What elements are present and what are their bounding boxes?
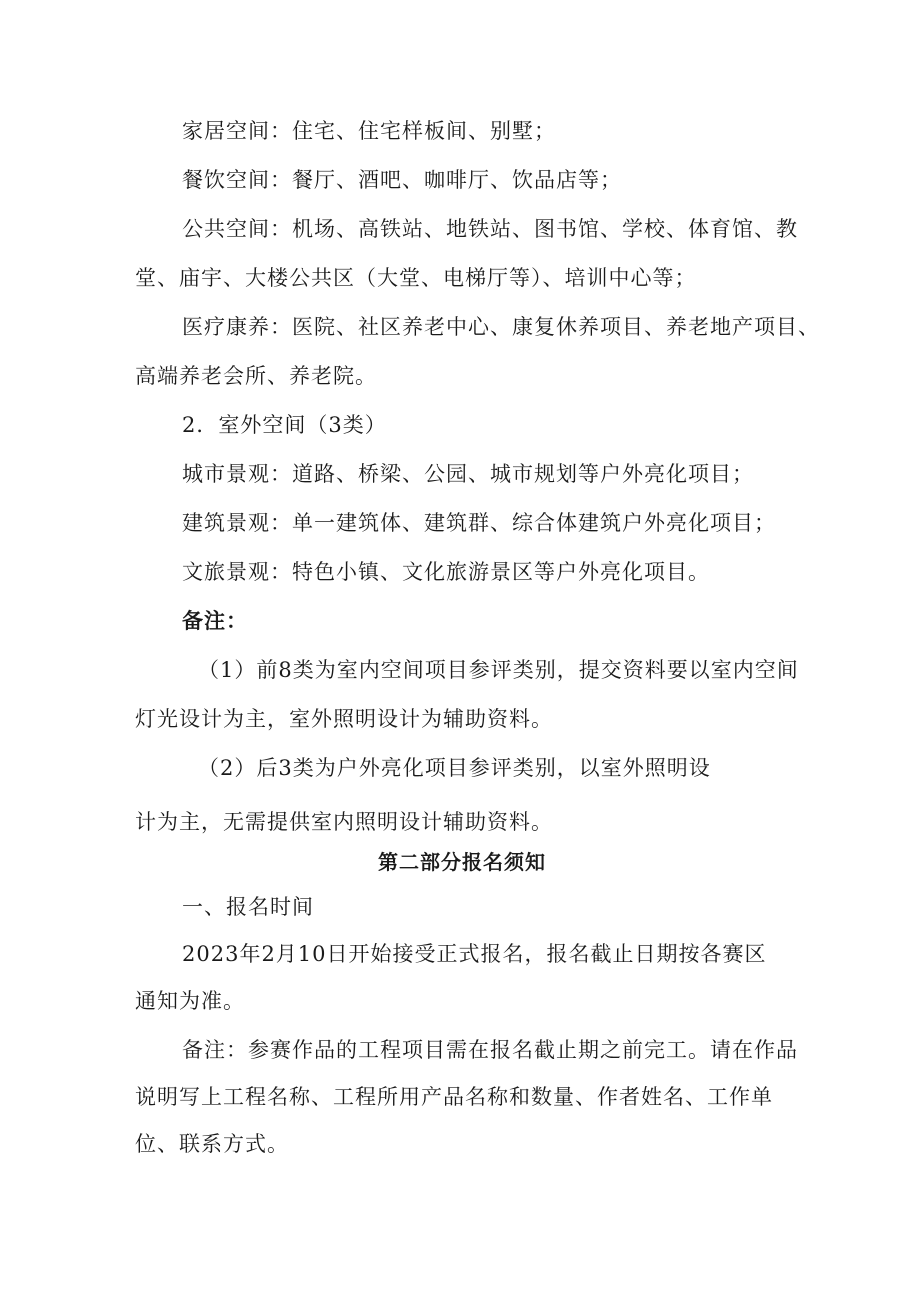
text-line-dining-space: 餐饮空间：餐厅、酒吧、咖啡厅、饮品店等； (182, 168, 622, 192)
text-line-registration-date-cont: 通知为准。 (135, 989, 245, 1013)
text-line-note-cont: 说明写上工程名称、工程所用产品名称和数量、作者姓名、工作单 (135, 1085, 773, 1109)
part-two-title: 第二部分报名须知 (378, 850, 546, 874)
text-line-public-space-cont: 堂、庙宇、大楼公共区（大堂、电梯厅等）、培训中心等； (135, 266, 697, 290)
text-line-healthcare-cont: 高端养老会所、养老院。 (135, 364, 377, 388)
text-line-cultural-landscape: 文旅景观：特色小镇、文化旅游景区等户外亮化项目。 (182, 560, 710, 584)
text-line-urban-landscape: 城市景观：道路、桥梁、公园、城市规划等户外亮化项目； (182, 462, 754, 486)
text-line-building-landscape: 建筑景观：单一建筑体、建筑群、综合体建筑户外亮化项目； (182, 511, 776, 535)
text-line-public-space: 公共空间：机场、高铁站、地铁站、图书馆、学校、体育馆、教 (182, 217, 798, 241)
remark-1-cont: 灯光设计为主，室外照明设计为辅助资料。 (135, 707, 553, 731)
section-registration-time: 一、报名时间 (182, 895, 314, 919)
text-line-home-space: 家居空间：住宅、住宅样板间、别墅； (182, 119, 556, 143)
text-line-note: 备注：参赛作品的工程项目需在报名截止期之前完工。请在作品 (182, 1038, 798, 1062)
remarks-heading: 备注： (182, 608, 248, 633)
remark-2-cont: 计为主，无需提供室内照明设计辅助资料。 (135, 810, 553, 834)
section-outdoor-space: 2．室外空间（3类） (182, 413, 387, 437)
text-line-note-end: 位、联系方式。 (135, 1132, 289, 1156)
text-line-healthcare: 医疗康养：医院、社区养老中心、康复休养项目、养老地产项目、 (182, 315, 820, 339)
text-line-registration-date: 2023年2月10日开始接受正式报名，报名截止日期按各赛区 (182, 942, 767, 966)
remark-2: （2）后3类为户外亮化项目参评类别，以室外照明设 (198, 756, 711, 780)
remark-1: （1）前8类为室内空间项目参评类别，提交资料要以室内空间 (198, 658, 799, 682)
